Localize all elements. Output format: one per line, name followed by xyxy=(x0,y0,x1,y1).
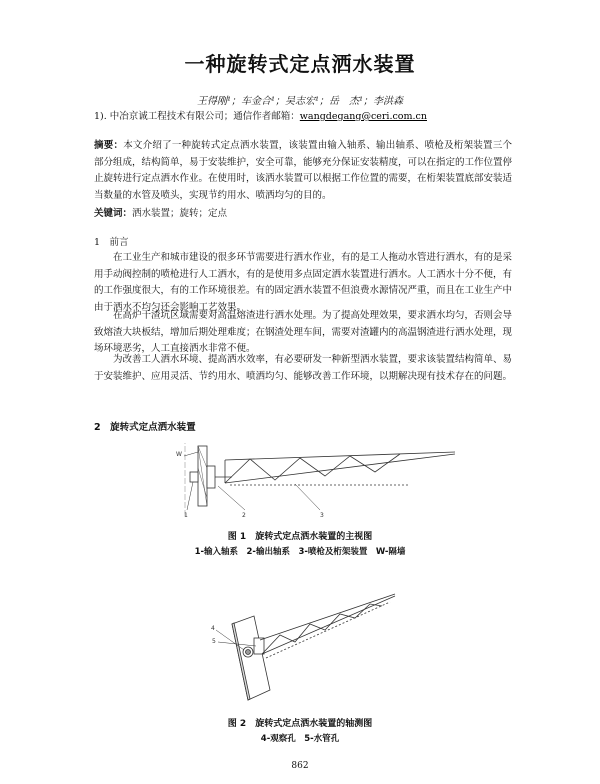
figure-2-legend: 4-观察孔 5-水管孔 xyxy=(260,734,340,744)
section-heading-intro: 1 前言 xyxy=(94,237,129,248)
paper-title: 一种旋转式定点洒水装置 xyxy=(184,52,416,76)
figure-1-legend: 1-输入轴系 2-输出轴系 3-喷枪及桁架装置 W-隔墙 xyxy=(194,547,406,557)
figure-1-front-view xyxy=(170,438,460,520)
intro-paragraph-2 xyxy=(94,308,512,358)
abstract-text: 本文介绍了一种旋转式定点洒水装置，该装置由输入轴系、输出轴系、喷枪及桁架装置三个部分组成，结构简单，易于安装维护，安全可靠，能够充分保证安装精度，可以在指定的工作位置停止旋转进行定点洒水作业。在使用时，该洒水装置可以根据工作位置的需要，在桁架装置底部安装适当数量的水管及喷头，实现节约用水、喷洒均匀的目的。 xyxy=(94,140,513,201)
callout-1: 1 xyxy=(184,512,188,519)
callout-3: 3 xyxy=(320,512,324,519)
figure-1-caption: 图 1 旋转式定点洒水装置的主视图 xyxy=(227,532,373,542)
paragraph-text: 在高炉干渣坑区域需要对高温熔渣进行洒水处理。为了提高处理效果，要求洒水均匀，否则会导致熔渣大块板结，增加后期处理难度；在钢渣处理车间，需要对渣罐内的高温钢渣进行洒水处理，现场环境恶劣，人工直接洒水非常不便。 xyxy=(94,310,513,354)
figure-2-axonometric-view xyxy=(210,588,400,704)
page-number: 862 xyxy=(291,761,309,771)
section-heading-device: 2 旋转式定点洒水装置 xyxy=(94,422,196,433)
affiliation-text: 1). 中冶京诚工程技术有限公司；通信作者邮箱： xyxy=(94,111,300,122)
keywords xyxy=(94,205,227,219)
abstract xyxy=(94,138,512,204)
intro-paragraph-1 xyxy=(94,250,512,316)
author-list: 王得刚¹；车金合¹；吴志宏¹；岳 杰¹；李洪森 xyxy=(196,96,404,107)
callout-5: 5 xyxy=(212,638,216,645)
paragraph-text: 为改善工人洒水环境、提高洒水效率，有必要研发一种新型洒水装置，要求该装置结构简单、易于安装维护、应用灵活、节约用水、喷洒均匀、能够改善工作环境，以期解决现有技术存在的问题。 xyxy=(94,354,513,382)
affiliation xyxy=(94,108,427,122)
callout-4: 4 xyxy=(211,625,215,632)
callout-W: W xyxy=(176,451,182,458)
keywords-label: 关键词： xyxy=(94,208,133,219)
paragraph-text: 在工业生产和城市建设的很多环节需要进行洒水作业，有的是工人拖动水管进行洒水，有的是采用手动阀控制的喷枪进行人工洒水，有的是使用多点固定洒水装置进行洒水。人工洒水十分不便，有的工作强度很大，有的工作环境很差。有的固定洒水装置不但浪费水源情况严重，而且在工业生产中由于洒水不均匀还会影响工艺效果。 xyxy=(94,252,513,313)
email-link[interactable]: wangdegang@ceri.com.cn xyxy=(299,111,427,122)
wall-panel xyxy=(232,616,270,700)
figure-2-caption: 图 2 旋转式定点洒水装置的轴测图 xyxy=(227,719,373,729)
callout-2: 2 xyxy=(242,512,246,519)
keywords-text: 洒水装置；旋转；定点 xyxy=(132,208,228,219)
intro-paragraph-3 xyxy=(94,352,512,385)
abstract-label: 摘要： xyxy=(94,140,124,151)
